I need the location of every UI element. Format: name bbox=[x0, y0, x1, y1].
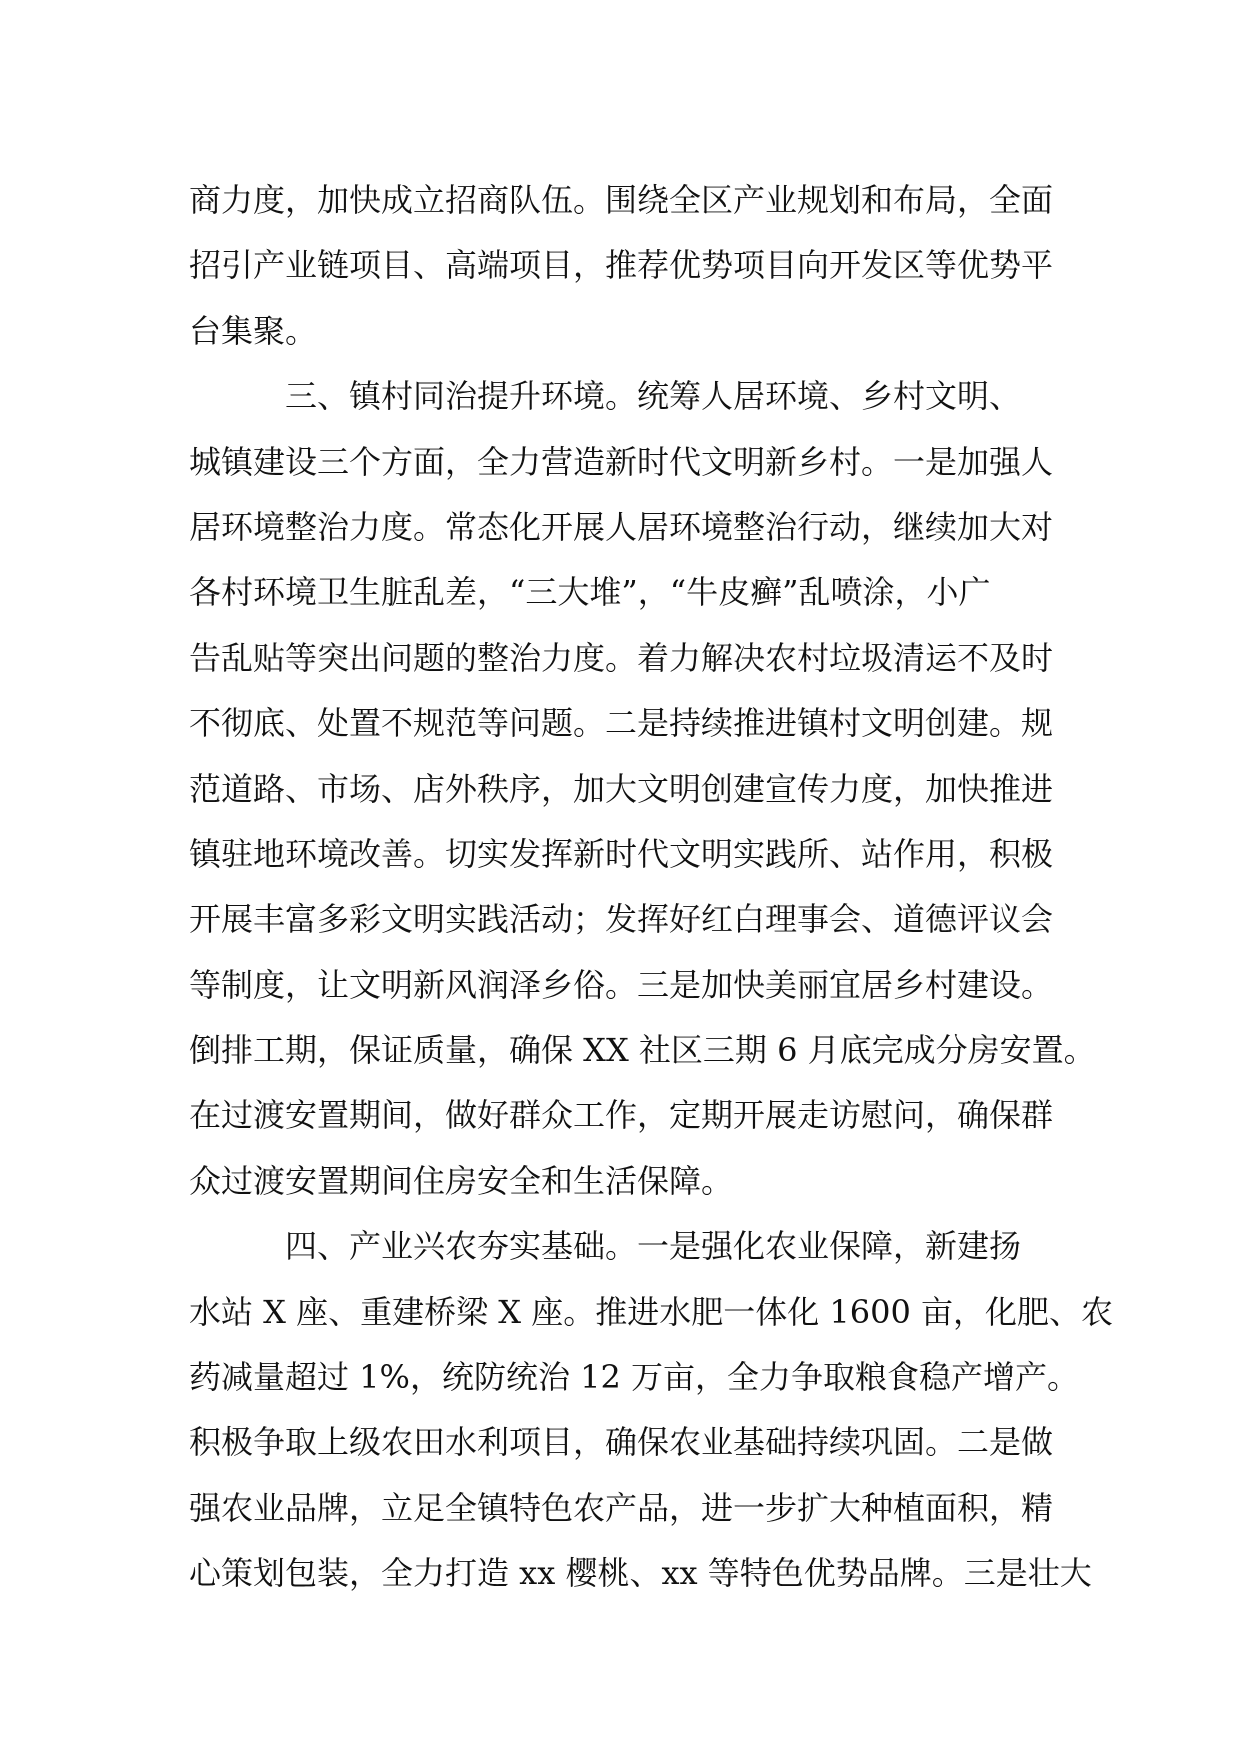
section-heading-line: 四、产业兴农夯实基础。一是强化农业保障，新建扬 bbox=[189, 1227, 1022, 1266]
body-line: 药减量超过 1%，统防统治 12 万亩，全力争取粮食稳产增产。 bbox=[189, 1358, 1080, 1397]
document-body bbox=[189, 168, 1114, 1607]
body-line: 城镇建设三个方面，全力营造新时代文明新乡村。一是加强人 bbox=[189, 442, 1054, 481]
body-line: 各村环境卫生脏乱差，“三大堆”，“牛皮癣”乱喷涂，小广 bbox=[189, 573, 991, 612]
body-line: 镇驻地环境改善。切实发挥新时代文明实践所、站作用，积极 bbox=[189, 834, 1054, 873]
section-heading-line: 三、镇村同治提升环境。统筹人居环境、乡村文明、 bbox=[189, 377, 1022, 416]
body-line: 强农业品牌，立足全镇特色农产品，进一步扩大种植面积，精 bbox=[189, 1488, 1054, 1527]
body-line: 倒排工期，保证质量，确保 XX 社区三期 6 月底完成分房安置。 bbox=[189, 1031, 1096, 1070]
body-line: 台集聚。 bbox=[189, 311, 318, 350]
body-line: 居环境整治力度。常态化开展人居环境整治行动，继续加大对 bbox=[189, 507, 1054, 546]
body-line: 水站 X 座、重建桥梁 X 座。推进水肥一体化 1600 亩，化肥、农 bbox=[189, 1292, 1114, 1331]
body-line: 商力度，加快成立招商队伍。围绕全区产业规划和布局，全面 bbox=[189, 181, 1054, 219]
body-line: 范道路、市场、店外秩序，加大文明创建宣传力度，加快推进 bbox=[189, 769, 1054, 808]
body-line: 告乱贴等突出问题的整治力度。着力解决农村垃圾清运不及时 bbox=[189, 638, 1054, 677]
body-line: 等制度，让文明新风润泽乡俗。三是加快美丽宜居乡村建设。 bbox=[189, 965, 1054, 1004]
body-line: 在过渡安置期间，做好群众工作，定期开展走访慰问，确保群 bbox=[189, 1096, 1054, 1135]
body-line: 开展丰富多彩文明实践活动；发挥好红白理事会、道德评议会 bbox=[189, 900, 1054, 939]
body-line: 心策划包装，全力打造 xx 樱桃、xx 等特色优势品牌。三是壮大 bbox=[189, 1554, 1092, 1593]
body-line: 积极争取上级农田水利项目，确保农业基础持续巩固。二是做 bbox=[189, 1423, 1054, 1462]
body-line: 不彻底、处置不规范等问题。二是持续推进镇村文明创建。规 bbox=[189, 704, 1054, 743]
body-line: 招引产业链项目、高端项目，推荐优势项目向开发区等优势平 bbox=[189, 246, 1054, 285]
body-line: 众过渡安置期间住房安全和生活保障。 bbox=[189, 1161, 734, 1200]
